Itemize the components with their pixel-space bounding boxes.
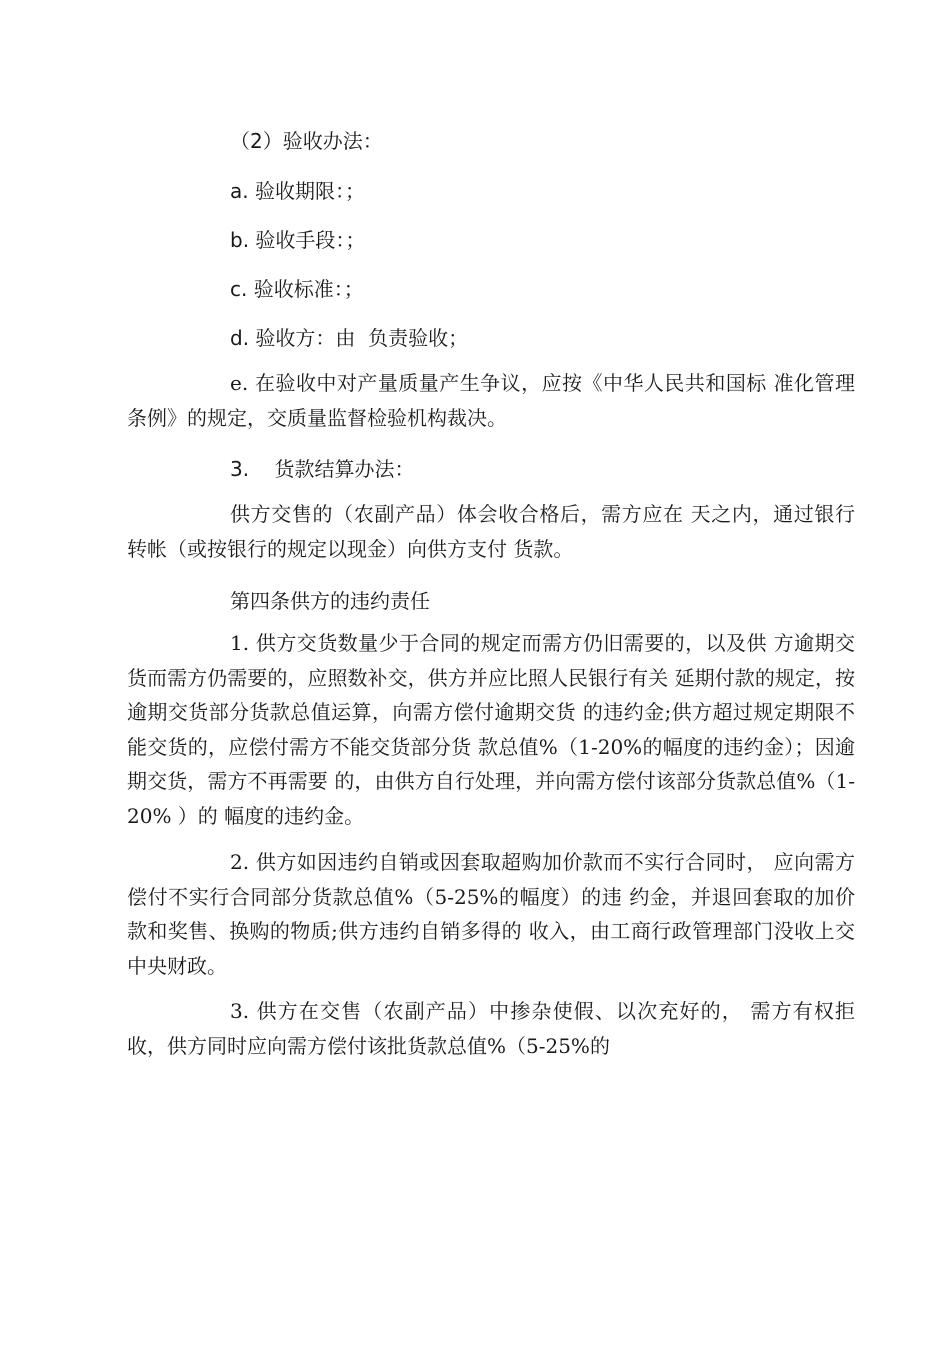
acceptance-means-item: b. 验收手段：； [230,228,366,252]
payment-settlement-heading: 3. 货款结算办法： [230,457,415,481]
acceptance-party-item: d. 验收方：由 负责验收； [230,326,469,350]
article-four-clause-1: 1. 供方交货数量少于合同的规定而需方仍旧需要的，以及供 方逾期交货而需方仍需要的，应照数补交，供方并应比照人民银行有关 延期付款的规定，按逾期交货部分货款总值运算，向需方偿付逾期交货 的违约金;供方超过规定期限不能交货的，应偿付需方不能交货部分货 款总值%（1-20%的幅度的违约金）；因逾期交货，需方不再需要 的，由供方自行处理，并向需方偿付该部分货款总值%（1-20% ）的 幅度的违约金。 [127,631,855,828]
payment-settlement-paragraph: 供方交售的（农副产品）体会收合格后，需方应在 天之内，通过银行转帐（或按银行的规定以现金）向供方支付 货款。 [127,502,855,561]
article-four-clause-3: 3. 供方在交售（农副产品）中掺杂使假、以次充好的， 需方有权拒收，供方同时应向需方偿付该批货款总值%（5-25%的 [127,999,855,1058]
acceptance-period-item: a. 验收期限：； [230,179,365,203]
acceptance-method-heading: （2）验收办法： [230,129,383,153]
article-four-clause-2: 2. 供方如因违约自销或因套取超购加价款而不实行合同时， 应向需方偿付不实行合同部分货款总值%（5-25%的幅度）的违 约金，并退回套取的加价款和奖售、换购的物质;供方违约自销多得的 收入，由工商行政管理部门没收上交中央财政。 [127,850,855,978]
article-four-heading: 第四条供方的违约责任 [230,589,430,613]
acceptance-dispute-paragraph: e. 在验收中对产量质量产生争议，应按《中华人民共和国标 准化管理条例》的规定，交质量监督检验机构裁决。 [127,371,855,430]
acceptance-standard-item: c. 验收标准：； [230,277,364,301]
